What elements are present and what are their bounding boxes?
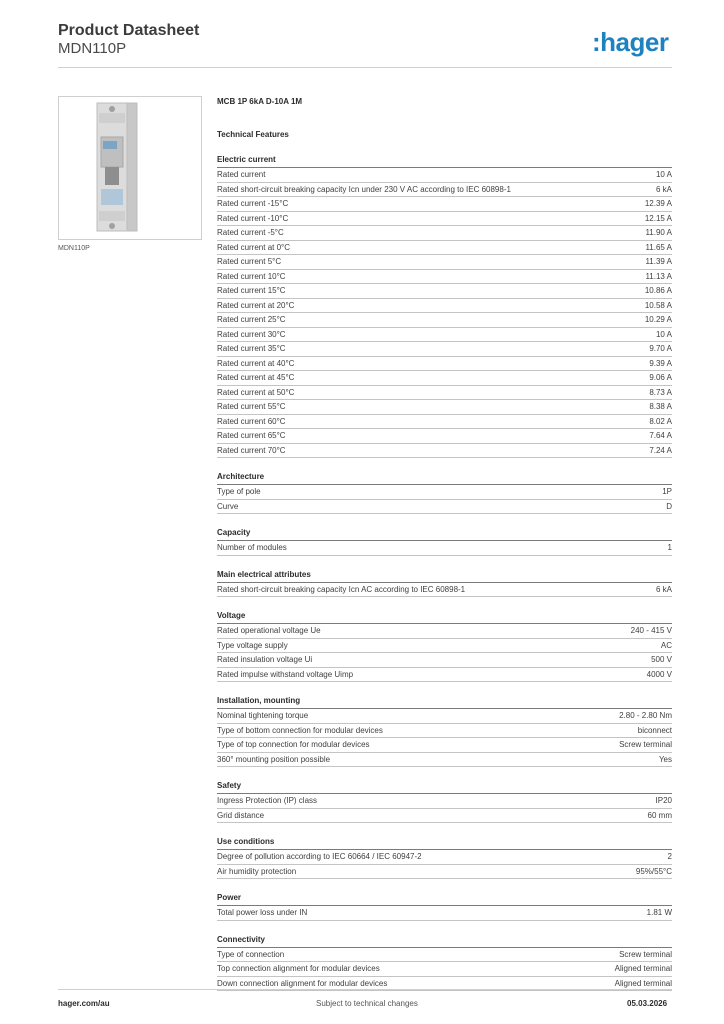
spec-row (217, 415, 672, 430)
spec-value: 11.65 A (645, 242, 672, 252)
spec-row (217, 241, 672, 256)
spec-label: Rated operational voltage Ue (217, 626, 321, 635)
spec-row (217, 668, 672, 683)
spec-label: Type of connection (217, 949, 285, 959)
spec-value: D (666, 501, 672, 511)
spec-value: 2 (667, 852, 672, 861)
spec-value: Aligned terminal (614, 978, 672, 988)
spec-value: Yes (658, 754, 672, 764)
spec-label: Rated current at 40°C (217, 358, 295, 368)
spec-value: 2.80 - 2.80 Nm (619, 711, 672, 720)
spec-value: 10.58 A (644, 300, 672, 310)
spec-row (217, 168, 672, 183)
datasheet-body (217, 97, 672, 991)
spec-value: 8.73 A (649, 387, 672, 397)
spec-label: Type of top connection for modular devices (217, 740, 370, 749)
section-title: Main electrical attributes (217, 568, 672, 583)
header-divider (58, 67, 672, 68)
spec-label: Rated current at 0°C (217, 242, 291, 252)
spec-value: 9.06 A (649, 373, 672, 382)
spec-row (217, 962, 672, 977)
spec-label: Type voltage supply (217, 640, 288, 650)
spec-label: Total power loss under IN (217, 908, 308, 917)
spec-label: Rated current 35°C (217, 344, 286, 353)
spec-section (217, 835, 672, 879)
spec-row (217, 724, 672, 739)
spec-section (217, 470, 672, 514)
spec-value: 240 - 415 V (630, 626, 672, 635)
spec-label: Rated current -5°C (217, 228, 284, 237)
page-title: Product Datasheet (58, 22, 200, 39)
spec-label: Rated current 5°C (217, 257, 282, 266)
spec-label: Rated current at 50°C (217, 387, 295, 397)
spec-row (217, 444, 672, 459)
spec-label: Rated current 15°C (217, 286, 286, 295)
section-title: Power (217, 891, 672, 906)
spec-row (217, 809, 672, 824)
spec-value: IP20 (655, 796, 672, 805)
spec-label: Rated current 30°C (217, 329, 286, 339)
sections-container (217, 153, 672, 991)
spec-row (217, 753, 672, 768)
spec-row (217, 342, 672, 357)
spec-row (217, 709, 672, 724)
spec-row (217, 485, 672, 500)
spec-value: 8.38 A (649, 402, 672, 411)
spec-row (217, 653, 672, 668)
spec-row (217, 226, 672, 241)
spec-row (217, 865, 672, 880)
footer-date: 05.03.2026 (627, 999, 668, 1008)
section-title: Installation, mounting (217, 694, 672, 709)
spec-label: Rated current 60°C (217, 416, 286, 426)
spec-row (217, 794, 672, 809)
spec-row (217, 270, 672, 285)
spec-section (217, 526, 672, 556)
spec-label: Top connection alignment for modular devices (217, 964, 380, 973)
spec-label: 360° mounting position possible (217, 754, 331, 764)
spec-section (217, 694, 672, 767)
image-caption: MDN110P (58, 245, 90, 252)
spec-label: Rated current 10°C (217, 271, 286, 281)
spec-label: Ingress Protection (IP) class (217, 796, 318, 805)
hager-logo: :hager (592, 27, 669, 57)
spec-label: Number of modules (217, 543, 287, 552)
spec-value: 8.02 A (649, 416, 672, 426)
spec-row (217, 624, 672, 639)
spec-value: 95%/55°C (635, 866, 672, 876)
spec-value: Screw terminal (619, 949, 672, 959)
spec-row (217, 906, 672, 921)
circuit-breaker-icon (59, 97, 201, 239)
footer-website[interactable]: hager.com/au (58, 999, 110, 1008)
spec-row (217, 183, 672, 198)
spec-label: Curve (217, 501, 239, 511)
spec-section (217, 891, 672, 921)
spec-label: Rated current 25°C (217, 315, 286, 324)
spec-label: Down connection alignment for modular devices (217, 978, 388, 988)
spec-label: Type of pole (217, 487, 261, 496)
features-heading: Technical Features (217, 130, 289, 139)
spec-label: Rated current at 20°C (217, 300, 295, 310)
spec-value: AC (660, 640, 672, 650)
spec-label: Rated current 70°C (217, 445, 286, 455)
spec-value: 1 (667, 543, 672, 552)
spec-label: Rated insulation voltage Ui (217, 655, 313, 664)
footer-notice: Subject to technical changes (316, 999, 418, 1008)
spec-label: Rated current 55°C (217, 402, 286, 411)
spec-section (217, 779, 672, 823)
spec-row (217, 500, 672, 515)
spec-label: Rated impulse withstand voltage Uimp (217, 669, 354, 679)
spec-value: 11.90 A (645, 228, 672, 237)
spec-value: 7.64 A (649, 431, 672, 440)
spec-value: 12.39 A (644, 199, 672, 208)
spec-value: 9.70 A (649, 344, 672, 353)
section-title: Connectivity (217, 933, 672, 948)
section-title: Electric current (217, 153, 672, 168)
spec-label: Rated current -15°C (217, 199, 289, 208)
spec-row (217, 429, 672, 444)
spec-label: Rated short-circuit breaking capacity Icn AC according to IEC 60898-1 (217, 584, 466, 594)
spec-label: Rated current (217, 170, 266, 179)
spec-label: Type of bottom connection for modular devices (217, 725, 383, 735)
product-image (58, 96, 202, 240)
spec-row (217, 328, 672, 343)
spec-label: Rated current 65°C (217, 431, 286, 440)
spec-row (217, 299, 672, 314)
spec-row (217, 284, 672, 299)
spec-label: Air humidity protection (217, 866, 297, 876)
spec-label: Rated current at 45°C (217, 373, 295, 382)
spec-row (217, 313, 672, 328)
spec-row (217, 850, 672, 865)
spec-row (217, 212, 672, 227)
footer-divider (58, 989, 672, 990)
spec-label: Grid distance (217, 810, 265, 820)
spec-value: 10.29 A (644, 315, 672, 324)
spec-row (217, 371, 672, 386)
section-title: Architecture (217, 470, 672, 485)
spec-section (217, 609, 672, 682)
spec-row (217, 255, 672, 270)
spec-value: 10 A (655, 170, 672, 179)
spec-value: biconnect (637, 725, 672, 735)
spec-row (217, 400, 672, 415)
spec-value: Aligned terminal (614, 964, 672, 973)
spec-value: 500 V (651, 655, 672, 664)
section-title: Use conditions (217, 835, 672, 850)
spec-value: 6 kA (655, 184, 672, 194)
spec-section (217, 153, 672, 458)
spec-value: 6 kA (655, 584, 672, 594)
spec-value: 9.39 A (649, 358, 672, 368)
spec-value: 4000 V (646, 669, 672, 679)
spec-value: 11.13 A (645, 271, 672, 281)
section-title: Capacity (217, 526, 672, 541)
spec-value: 1.81 W (646, 908, 672, 917)
spec-row (217, 948, 672, 963)
product-name: MCB 1P 6kA D-10A 1M (217, 97, 303, 106)
section-title: Safety (217, 779, 672, 794)
spec-row (217, 386, 672, 401)
spec-value: 60 mm (647, 810, 672, 820)
spec-value: 10.86 A (644, 286, 672, 295)
spec-value: 1P (662, 487, 672, 496)
spec-row (217, 541, 672, 556)
section-title: Voltage (217, 609, 672, 624)
spec-row (217, 197, 672, 212)
spec-value: Screw terminal (619, 740, 672, 749)
spec-value: 7.24 A (649, 445, 672, 455)
spec-label: Nominal tightening torque (217, 711, 309, 720)
spec-value: 12.15 A (644, 213, 672, 223)
spec-row (217, 738, 672, 753)
spec-label: Rated current -10°C (217, 213, 289, 223)
spec-row (217, 639, 672, 654)
spec-value: 10 A (655, 329, 672, 339)
spec-label: Degree of pollution according to IEC 60664 / IEC 60947-2 (217, 852, 422, 861)
spec-value: 11.39 A (645, 257, 672, 266)
product-code: MDN110P (58, 40, 127, 57)
spec-section (217, 568, 672, 598)
spec-row (217, 583, 672, 598)
spec-section (217, 933, 672, 992)
spec-label: Rated short-circuit breaking capacity Icn under 230 V AC according to IEC 60898-1 (217, 184, 511, 194)
spec-row (217, 357, 672, 372)
